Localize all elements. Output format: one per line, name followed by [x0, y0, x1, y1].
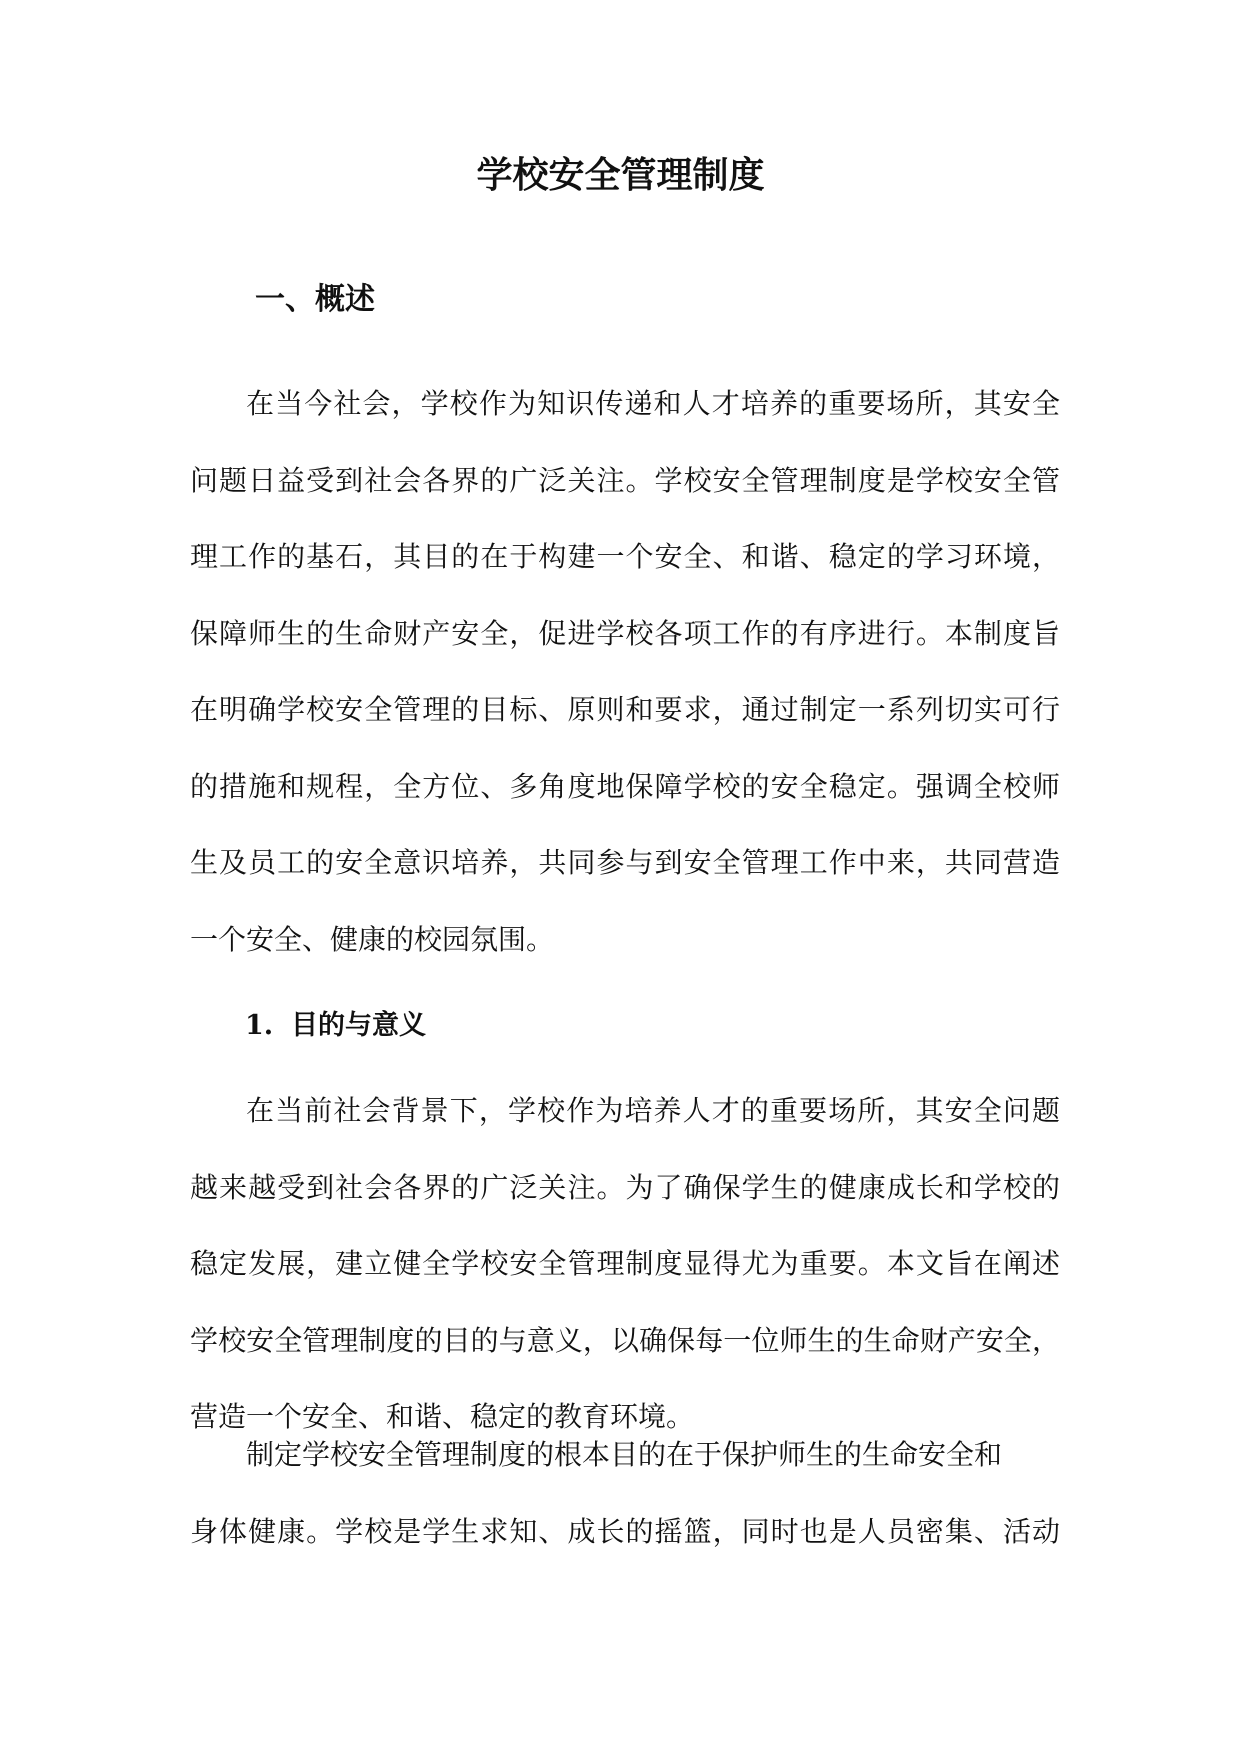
paragraph-line: 身体健康。学校是学生求知、成长的摇篮，同时也是人员密集、活动 [190, 1514, 1060, 1548]
paragraph-line: 营造一个安全、和谐、稳定的教育环境。 [190, 1400, 695, 1433]
paragraph-line: 一个安全、健康的校园氛围。 [190, 922, 555, 956]
subsection-number: 1. [245, 1010, 274, 1041]
section-heading: 一、概述 [255, 282, 375, 317]
paragraph-line: 在当前社会背景下，学校作为培养人才的重要场所，其安全问题 [246, 1094, 1060, 1127]
paragraph-line: 稳定发展，建立健全学校安全管理制度显得尤为重要。本文旨在阐述 [190, 1247, 1060, 1280]
paragraph-line: 越来越受到社会各界的广泛关注。为了确保学生的健康成长和学校的 [190, 1170, 1060, 1204]
paragraph-line: 的措施和规程，全方位、多角度地保障学校的安全稳定。强调全校师 [190, 769, 1060, 803]
paragraph-line: 保障师生的生命财产安全，促进学校各项工作的有序进行。本制度旨 [190, 616, 1060, 650]
subsection-title: 目的与意义 [291, 1010, 426, 1041]
document-title: 学校安全管理制度 [476, 154, 765, 196]
paragraph-line: 在当今社会，学校作为知识传递和人才培养的重要场所，其安全 [246, 387, 1060, 420]
paragraph-line: 制定学校安全管理制度的根本目的在于保护师生的生命安全和 [246, 1438, 1003, 1471]
paragraph-line: 在明确学校安全管理的目标、原则和要求，通过制定一系列切实可行 [190, 693, 1060, 726]
paragraph-overview [190, 366, 1060, 978]
paragraph-line: 学校安全管理制度的目的与意义，以确保每一位师生的生命财产安全， [190, 1323, 1060, 1357]
subsection-heading [245, 1004, 426, 1048]
paragraph-goal [190, 1417, 1060, 1570]
paragraph-line: 理工作的基石，其目的在于构建一个安全、和谐、稳定的学习环境， [190, 540, 1060, 573]
paragraph-purpose [190, 1073, 1060, 1456]
paragraph-line: 问题日益受到社会各界的广泛关注。学校安全管理制度是学校安全管 [190, 463, 1060, 497]
paragraph-line: 生及员工的安全意识培养，共同参与到安全管理工作中来，共同营造 [190, 846, 1060, 879]
